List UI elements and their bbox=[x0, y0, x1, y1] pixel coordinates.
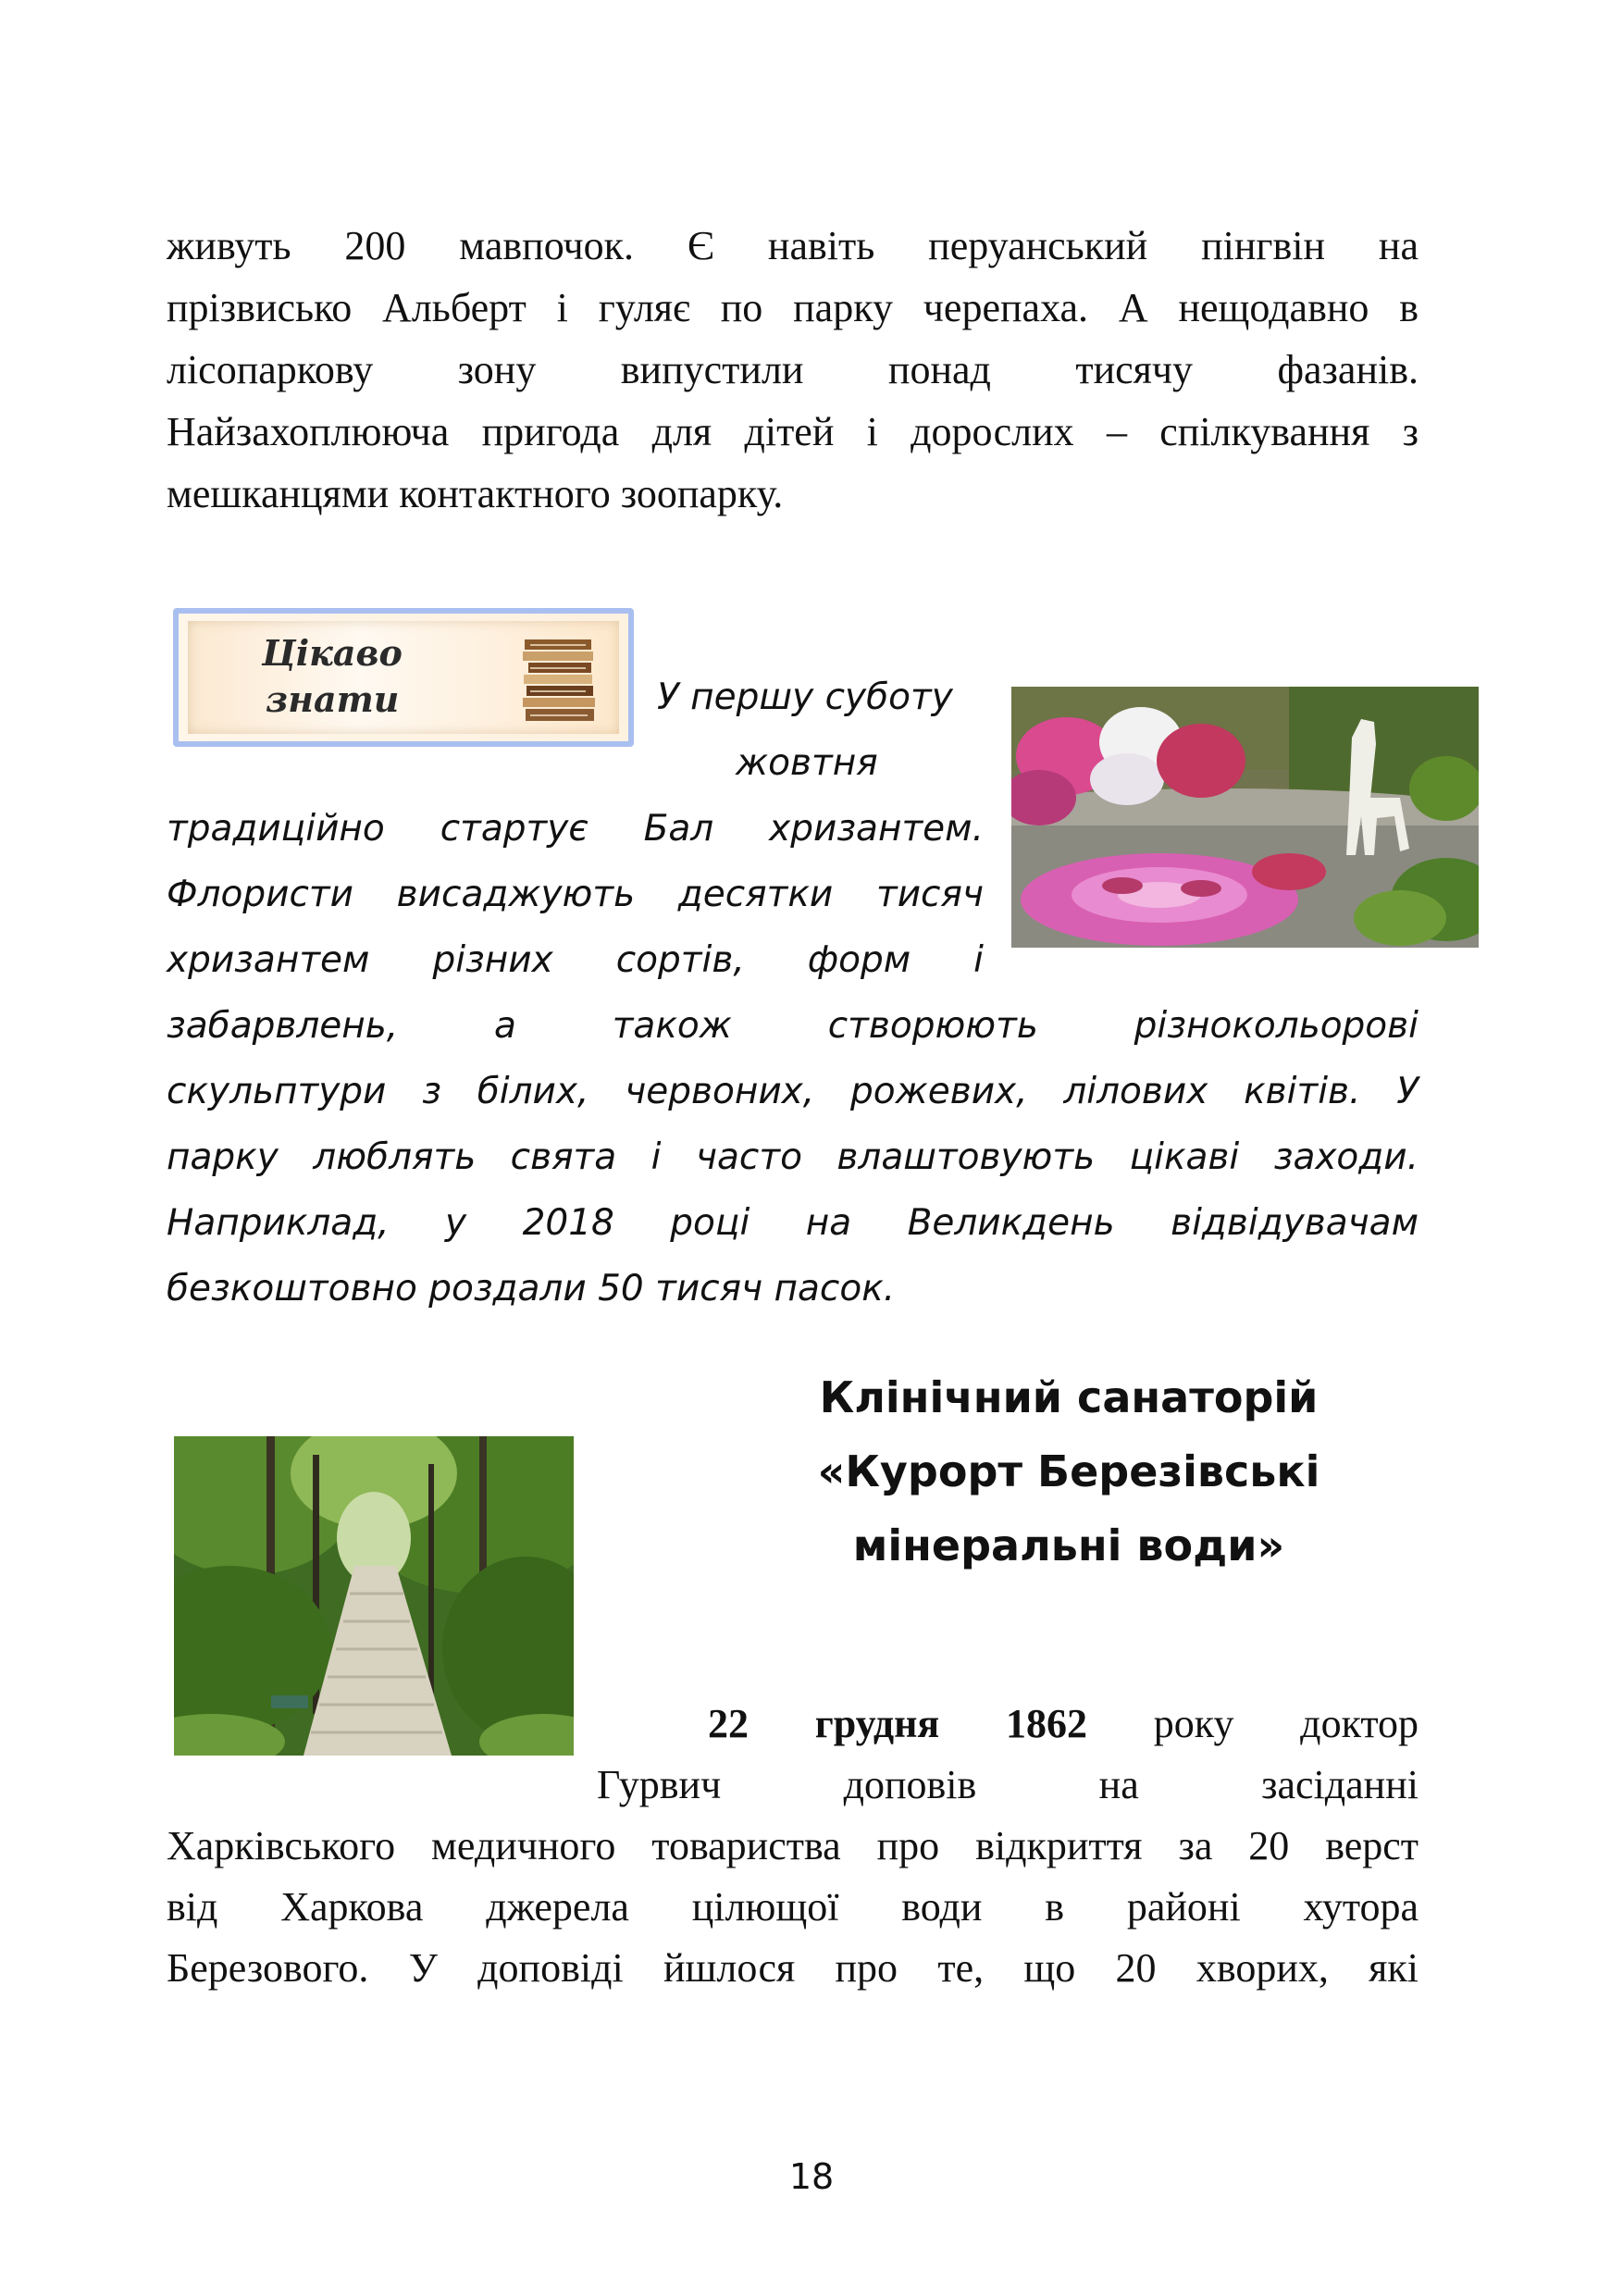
section-title-line: Клінічний санаторій bbox=[819, 1372, 1319, 1422]
section-line: Гурвич доповів на засіданні bbox=[597, 1762, 1419, 1807]
fact-line: Флористи висаджують десятки тисяч bbox=[167, 874, 984, 915]
fact-line: парку люблять свята і часто влаштовують цікаві заходи. bbox=[167, 1136, 1419, 1178]
paragraph-line: прізвисько Альберт і гуляє по парку черепаха. А нещодавно в bbox=[167, 285, 1419, 330]
section-line bbox=[708, 1694, 1419, 1755]
fact-line: У першу суботу bbox=[657, 676, 953, 718]
section-date: 22 грудня 1862 bbox=[708, 1701, 1087, 1746]
paragraph-line: живуть 200 мавпочок. Є навіть перуанський пінгвін на bbox=[167, 223, 1419, 268]
paragraph-line: Найзахоплююча пригода для дітей і дорослих – спілкування з bbox=[167, 409, 1419, 454]
fact-line: хризантем різних сортів, форм і bbox=[167, 939, 984, 981]
forest-stairway-photo bbox=[174, 1436, 574, 1756]
section-line-rest: року доктор bbox=[1153, 1701, 1419, 1746]
section-line: Березового. У доповіді йшлося про те, що 20 хворих, які bbox=[167, 1945, 1419, 1991]
fact-line: скульптури з білих, червоних, рожевих, лілових квітів. У bbox=[167, 1071, 1419, 1112]
fact-line: жовтня bbox=[736, 742, 878, 784]
page-number: 18 bbox=[788, 2156, 835, 2197]
fact-line: традиційно стартує Бал хризантем. bbox=[167, 808, 984, 850]
interesting-facts-banner bbox=[173, 608, 634, 747]
paragraph-line: лісопаркову зону випустили понад тисячу фазанів. bbox=[167, 347, 1419, 392]
fact-line: безкоштовно роздали 50 тисяч пасок. bbox=[167, 1268, 896, 1309]
fact-line: забарвлень, а також створюють різнокольорові bbox=[167, 1005, 1419, 1047]
section-title-line: мінеральні води» bbox=[852, 1520, 1285, 1570]
section-title-line: «Курорт Березівські bbox=[817, 1446, 1320, 1496]
banner-label: Цікаво знати bbox=[262, 632, 403, 720]
section-line: Харківського медичного товариства про відкриття за 20 верст bbox=[167, 1823, 1419, 1868]
fact-line: Наприклад, у 2018 році на Великдень відвідувачам bbox=[167, 1202, 1419, 1244]
paragraph-line: мешканцями контактного зоопарку. bbox=[167, 471, 784, 516]
chrysanthemum-ball-photo bbox=[1011, 687, 1479, 948]
section-line: від Харкова джерела цілющої води в районі хутора bbox=[167, 1884, 1419, 1930]
books-icon bbox=[521, 634, 599, 728]
